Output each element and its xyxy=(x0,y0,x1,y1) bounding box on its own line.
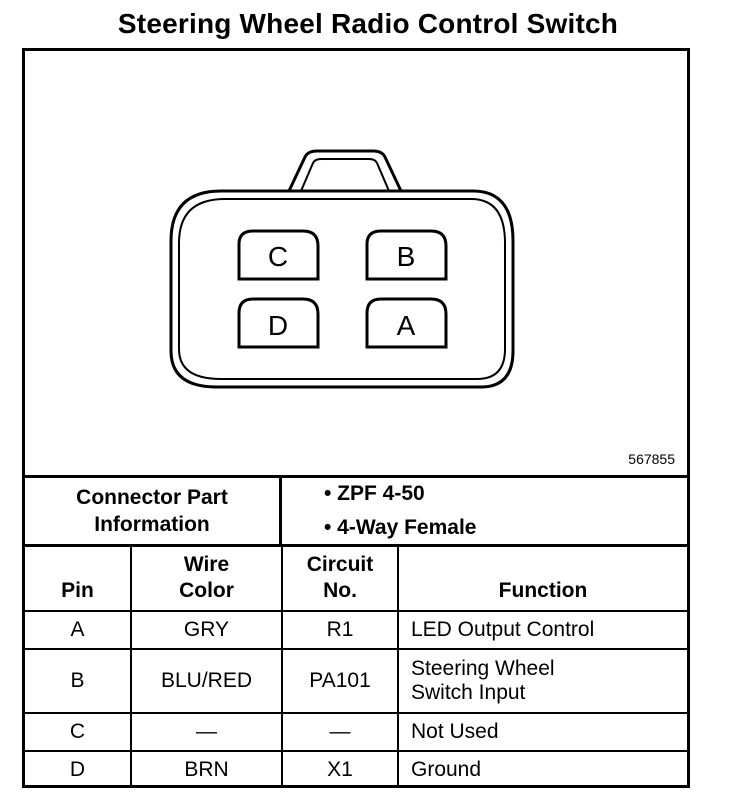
cell-wire-color: BLU/RED xyxy=(131,649,282,713)
connector-info-section xyxy=(25,475,687,547)
pin-table xyxy=(25,547,687,787)
connector-housing-outer xyxy=(171,191,513,387)
header-wire-line1: Wire xyxy=(183,553,230,576)
connector-info-label-line2: Information xyxy=(94,513,210,536)
pin-table-header xyxy=(25,547,687,611)
cell-function-line2: Switch Input xyxy=(411,681,526,704)
header-circuit-line1: Circuit xyxy=(306,553,374,576)
figure-number: 567855 xyxy=(628,451,675,467)
cell-function xyxy=(398,649,687,713)
header-wire-line2: Color xyxy=(179,579,234,602)
connector-housing-inner xyxy=(179,199,505,379)
table-row xyxy=(25,751,687,787)
cell-pin: C xyxy=(25,713,131,751)
pin-label-b: B xyxy=(396,241,416,272)
cell-wire-color: BRN xyxy=(131,751,282,787)
connector-frame xyxy=(22,48,690,788)
connector-drawing xyxy=(25,51,687,475)
header-circuit-line2: No. xyxy=(323,579,357,602)
cell-pin: A xyxy=(25,611,131,649)
cell-wire-color: GRY xyxy=(131,611,282,649)
pin-label-c: C xyxy=(267,241,289,272)
cell-pin: B xyxy=(25,649,131,713)
cell-function: Not Used xyxy=(398,713,687,751)
cell-function-line1: Steering Wheel xyxy=(411,657,555,680)
cell-circuit: — xyxy=(282,713,398,751)
pin-label-d: D xyxy=(267,310,289,341)
header-wire-color xyxy=(131,547,282,611)
connector-info-label xyxy=(25,478,282,544)
connector-locking-tab-inner xyxy=(301,159,389,191)
table-row xyxy=(25,713,687,751)
cell-circuit: X1 xyxy=(282,751,398,787)
page-title: Steering Wheel Radio Control Switch xyxy=(117,8,619,39)
table-row xyxy=(25,649,687,713)
header-pin: Pin xyxy=(61,579,94,602)
connector-type: • 4-Way Female xyxy=(324,516,477,539)
cell-function: Ground xyxy=(398,751,687,787)
header-circuit-no xyxy=(282,547,398,611)
connector-locking-tab xyxy=(289,151,401,191)
cell-wire-color: — xyxy=(131,713,282,751)
connector-info-label-line1: Connector Part xyxy=(76,486,228,509)
cell-circuit: R1 xyxy=(282,611,398,649)
table-row xyxy=(25,611,687,649)
cell-pin: D xyxy=(25,751,131,787)
cell-circuit: PA101 xyxy=(282,649,398,713)
cell-function: LED Output Control xyxy=(398,611,687,649)
connector-info-details xyxy=(282,478,687,544)
connector-diagram xyxy=(25,51,687,475)
header-function: Function xyxy=(398,547,687,611)
connector-part-number: • ZPF 4-50 xyxy=(324,482,425,505)
pin-label-a: A xyxy=(396,310,416,341)
